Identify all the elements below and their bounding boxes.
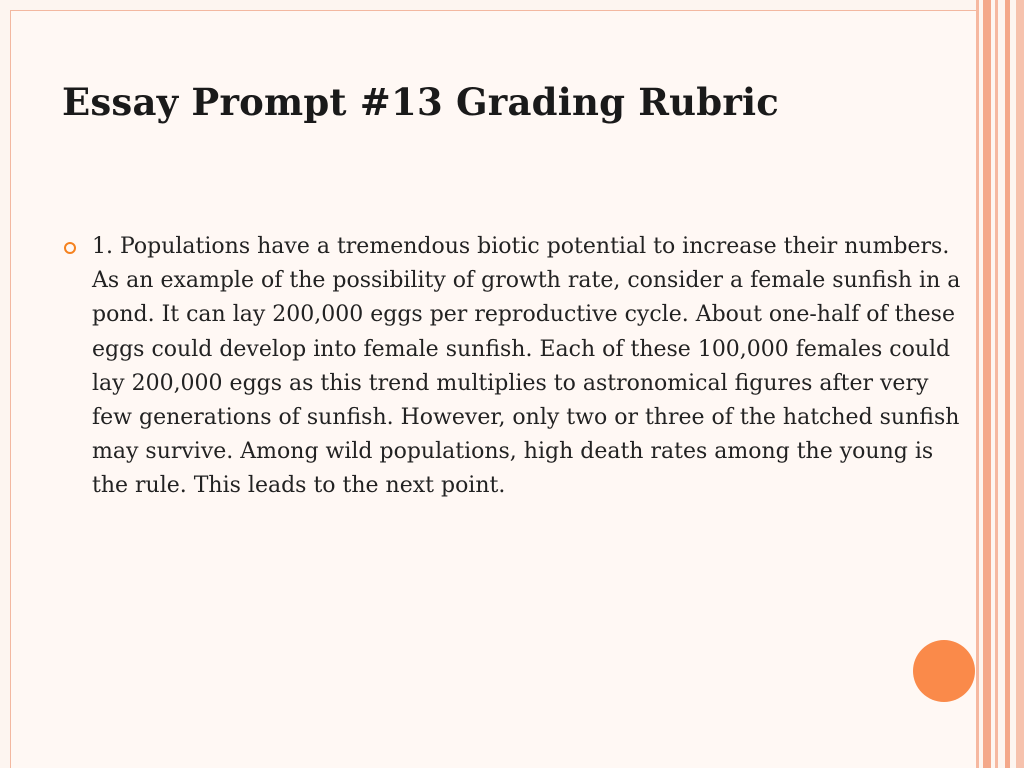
decorative-stripe	[1005, 0, 1010, 768]
bullet-text: 1. Populations have a tremendous biotic potential to increase their numbers. As an example of the possibility of growth rate, consider a female sunfish in a pond. It can lay 200,000 eggs per reproductive cycle. About one-half of these eggs could develop into female sunfish. Each of these 100,000 females could lay 200,000 eggs as this trend multiplies to astronomical figures after very few generations of sunfish. However, only two or three of the hatched sunfish may survive. Among wild populations, high death rates among the young is the rule. This leads to the next point.	[92, 234, 961, 499]
slide-title: Essay Prompt #13 Grading Rubric	[62, 80, 780, 124]
bullet-list	[62, 230, 962, 504]
bullet-item	[62, 230, 962, 504]
circle-outline-icon	[64, 242, 76, 254]
decorative-stripe	[1016, 0, 1024, 768]
decorative-stripe	[983, 0, 991, 768]
decorative-stripe	[976, 0, 979, 768]
circle-filled-icon	[913, 640, 975, 702]
decorative-stripe	[995, 0, 998, 768]
